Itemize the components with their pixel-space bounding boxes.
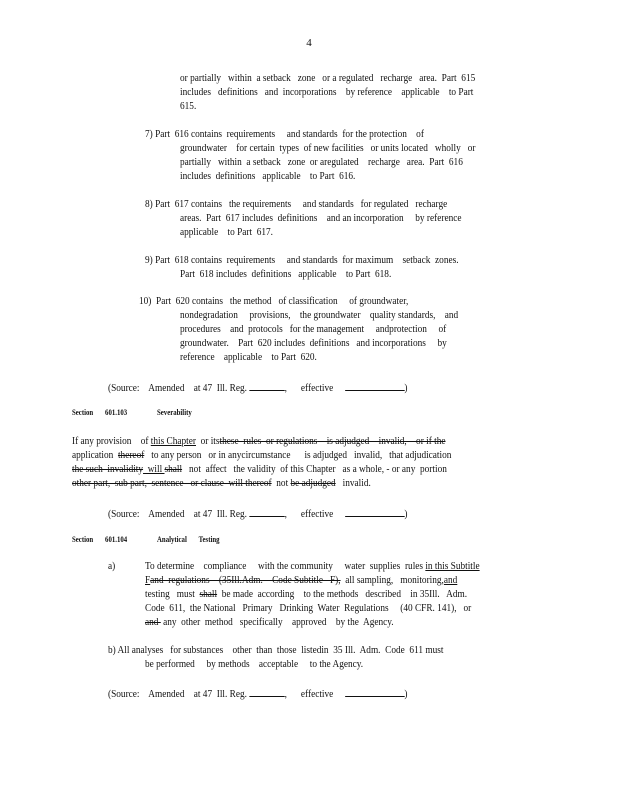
sec103-inserted-this-chapter: this Chapter [150,436,196,447]
item6-line-1: or partially within a setback zone or a regulated recharge area. Part 615 [180,73,476,84]
item10-line-3: procedures and protocols for the management andprotection of [180,324,447,335]
source-effective: effective [300,509,334,520]
effective-date-blank [345,506,405,517]
sec103-deleted-shall: shall [164,464,183,475]
item10-line-5: reference applicable to Part 620. [180,352,317,363]
sec103-deleted-be-adjudged: be adjudged [290,478,336,489]
source-close: ) [404,383,408,394]
register-page-blank [249,506,284,517]
sec104-a2c: all sampling, monitoring, [340,575,444,586]
source-close: ) [404,689,408,700]
register-page-blank [249,686,284,697]
sec104-a-label: a) [108,561,116,572]
effective-date-blank [345,686,405,697]
effective-date-blank [345,380,405,391]
section-601-104-number: Section 601.104 [72,535,128,544]
page-number: 4 [306,37,312,49]
item10-line-2: nondegradation provisions, the groundwater quality standards, and [180,310,459,321]
item6-line-3: 615. [180,101,197,112]
section-601-104-title: Analytical Testing [157,535,220,544]
source-close: ) [404,509,408,520]
sec103-deleted-thereof: thereof [117,450,145,461]
item6-line-2: includes definitions and incorporations by reference applicable to Part [180,87,474,98]
section-601-103-number: Section 601.103 [72,408,128,417]
item9-line-2: Part 618 includes definitions applicable to Part 618. [180,269,392,280]
item8-line-3: applicable to Part 617. [180,227,273,238]
sec103-l2c: to any person or in anycircumstance is adjudged invalid, that adjudication [144,450,452,461]
sec104-a-line-1 [145,561,480,573]
sec103-line-3 [72,464,447,476]
sec104-inserted-in-this-subtitle: in this Subtitle [425,561,480,572]
sec104-b-line-1: b) All analyses for substances other than those listedin 35 Ill. Adm. Code 611 must [108,645,444,656]
item7-line-1: 7) Part 616 contains requirements and standards for the protection of [145,129,424,140]
sec104-a-line-3 [145,589,467,601]
sec104-deleted-regulations: and regulations (35Ill.Adm. Code Subtitle F), [150,575,341,586]
sec104-a1a: To determine compliance with the community water supplies rules [145,561,426,572]
sec104-inserted-f: F [145,575,151,586]
source-open: (Source: [108,509,140,520]
source-open: (Source: [108,689,140,700]
source-note: (Source: Amended at 47 Ill. Reg. , effective ) [108,686,408,701]
source-note: (Source: Amended at 47 Ill. Reg. , effective ) [108,380,408,395]
source-amended: Amended at 47 Ill. Reg. [148,509,247,520]
source-effective: effective [300,383,334,394]
sec103-line-2 [72,450,451,462]
sec104-a-line-4: Code 611, the National Primary Drinking Water Regulations (40 CFR. 141), or [145,603,472,614]
item7-line-3: partially within a setback zone or aregulated recharge area. Part 616 [180,157,463,168]
item10-line-4: groundwater. Part 620 includes definitions and incorporations by [180,338,447,349]
source-amended: Amended at 47 Ill. Reg. [148,689,247,700]
item7-line-4: includes definitions applicable to Part 616. [180,171,356,182]
item8-line-2: areas. Part 617 includes definitions and an incorporation by reference [180,213,462,224]
item10-line-1: 10) Part 620 contains the method of classification of groundwater, [139,296,409,307]
register-page-blank [249,380,284,391]
sec104-a-line-5 [145,617,394,629]
item9-line-1: 9) Part 618 contains requirements and standards for maximum setback zones. [145,255,459,266]
sec104-b-line-2: be performed by methods acceptable to the Agency. [145,659,364,670]
sec104-a3a: testing must [145,589,200,600]
sec103-l1a: If any provision of [72,436,151,447]
sec103-line-1 [72,436,446,448]
sec103-l4b: not [271,478,291,489]
sec104-a3c: be made according to the methods described in 35Ill. Adm. [217,589,468,600]
sec104-a5b: any other method specifically approved by the Agency. [160,617,394,628]
sec104-deleted-and: and [145,617,161,628]
source-note: (Source: Amended at 47 Ill. Reg. , effective ) [108,506,408,521]
sec103-deleted-rules: these rules or regulations [219,436,318,447]
sec103-l4d: invalid. [335,478,371,489]
section-601-103-title: Severability [157,408,192,417]
item8-line-1: 8) Part 617 contains the requirements and standards for regulated recharge [145,199,448,210]
sec103-deleted-other-part: other part, sub part, sentence or clause will thereof [72,478,272,489]
sec103-deleted-such-invalidity: the such invalidity [72,464,144,475]
sec103-l1e: is adjudged invalid, or if the [317,436,446,447]
sec103-line-4 [72,478,371,490]
source-amended: Amended at 47 Ill. Reg. [148,383,247,394]
item7-line-2: groundwater for certain types of new facilities or units located wholly or [180,143,476,154]
source-open: (Source: [108,383,140,394]
source-effective: effective [300,689,334,700]
sec103-l1c: or its [195,436,220,447]
sec104-inserted-and: and [443,575,458,586]
sec103-l3d: not affect the validity of this Chapter as a whole, - or any portion [182,464,447,475]
sec104-deleted-shall: shall [199,589,218,600]
sec104-a-line-2 [145,575,457,587]
sec103-inserted-will: will [143,464,165,475]
sec103-l2a: application [72,450,118,461]
